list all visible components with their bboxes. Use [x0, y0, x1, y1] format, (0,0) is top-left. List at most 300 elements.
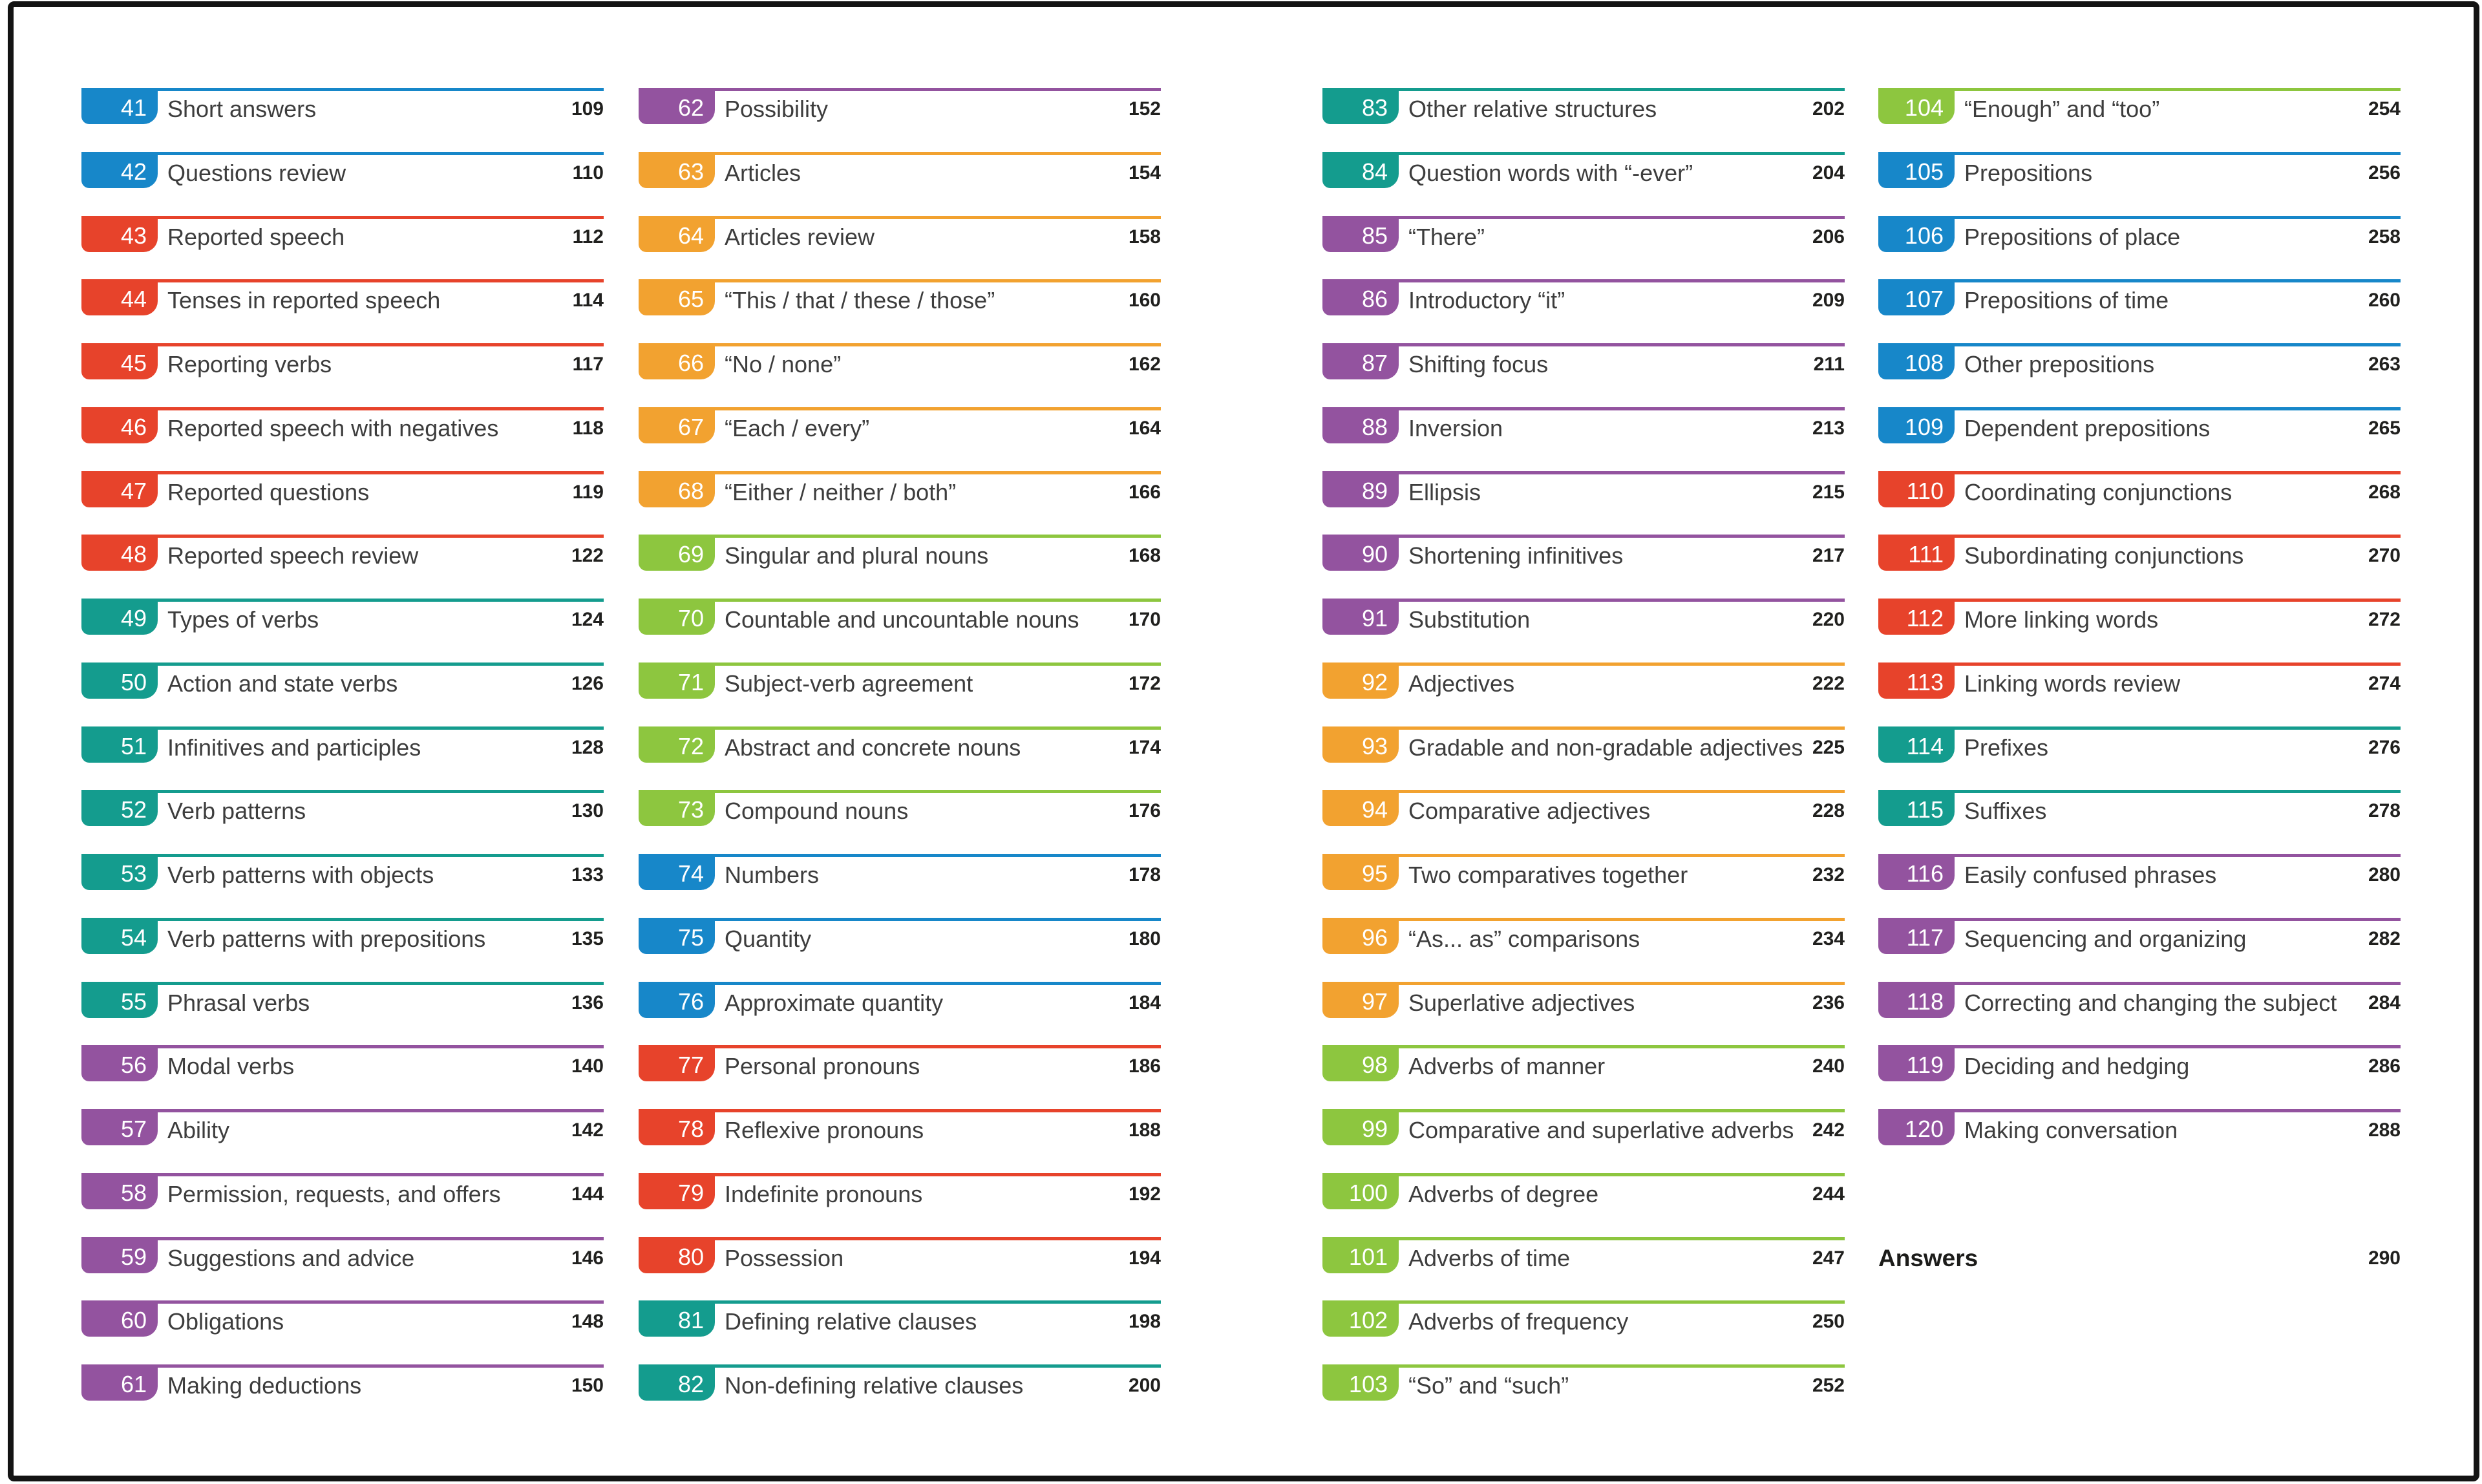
toc-entry [1322, 790, 1845, 854]
toc-entry [639, 982, 1161, 1046]
entry-title: Adverbs of frequency [1408, 1308, 1629, 1335]
entry-number-badge [1878, 407, 1955, 443]
entry-title: Making conversation [1964, 1117, 2178, 1143]
entry-page-number: 215 [1812, 481, 1845, 503]
toc-entry [639, 535, 1161, 599]
entry-page-number: 209 [1812, 290, 1845, 312]
answers-entry [1878, 1237, 2401, 1301]
entry-number-badge [1322, 216, 1399, 252]
toc-entry [1878, 982, 2401, 1046]
entry-title: Prepositions of place [1964, 223, 2181, 250]
toc-entry [1878, 152, 2401, 216]
toc-entry [81, 343, 604, 407]
entry-number: 89 [1361, 477, 1388, 504]
entry-title: Reported speech review [167, 542, 419, 569]
toc-entry [639, 152, 1161, 216]
entry-title: Coordinating conjunctions [1964, 478, 2233, 505]
entry-page-number: 162 [1128, 354, 1161, 375]
entry-page-number: 242 [1812, 1119, 1845, 1141]
toc-entry [639, 1364, 1161, 1428]
toc-entry [1322, 471, 1845, 535]
entry-number: 109 [1904, 413, 1944, 440]
entry-number-badge [1322, 726, 1399, 763]
entry-number-badge [639, 407, 715, 443]
entry-number: 80 [677, 1243, 704, 1270]
entry-title: Personal pronouns [725, 1053, 920, 1080]
toc-entry [1878, 88, 2401, 152]
entry-title: Adverbs of manner [1408, 1053, 1606, 1080]
toc-entry [1322, 662, 1845, 726]
entry-number: 55 [120, 988, 147, 1015]
answers-page-number: 290 [2368, 1247, 2401, 1269]
entry-page-number: 211 [1813, 354, 1845, 375]
toc-entry [1322, 918, 1845, 982]
entry-page-number: 200 [1128, 1375, 1161, 1396]
entry-color-rule [81, 599, 604, 602]
entry-number-badge [639, 279, 715, 315]
entry-number-badge [81, 790, 158, 826]
entry-number: 69 [677, 541, 704, 568]
entry-title: Verb patterns [167, 798, 306, 825]
entry-number: 104 [1904, 94, 1944, 121]
entry-number: 48 [120, 541, 147, 568]
entry-number: 98 [1361, 1052, 1388, 1079]
entry-title: Adverbs of degree [1408, 1180, 1599, 1207]
entry-color-rule [639, 918, 1161, 921]
entry-number: 97 [1361, 988, 1388, 1015]
entry-number: 92 [1361, 668, 1388, 695]
entry-page-number: 144 [571, 1183, 604, 1205]
entry-title: Possibility [725, 96, 829, 122]
entry-title: Questions review [167, 159, 346, 186]
entry-number: 116 [1906, 860, 1944, 887]
entry-title: “Either / neither / both” [725, 478, 957, 505]
entry-number: 83 [1361, 94, 1388, 121]
entry-page-number: 217 [1812, 545, 1845, 567]
toc-entry [1878, 216, 2401, 280]
entry-number: 58 [120, 1179, 147, 1206]
entry-title: Phrasal verbs [167, 989, 310, 1016]
entry-page-number: 256 [2368, 162, 2401, 184]
entry-number-badge [1322, 662, 1399, 699]
entry-page-number: 180 [1128, 928, 1161, 949]
entry-page-number: 240 [1812, 1055, 1845, 1077]
entry-number: 51 [120, 732, 147, 759]
entry-page-number: 112 [572, 226, 604, 248]
entry-page-number: 109 [571, 98, 604, 120]
entry-page-number: 166 [1128, 481, 1161, 503]
toc-entry [81, 1173, 604, 1237]
entry-number-badge [1878, 471, 1955, 507]
entry-number-badge [1322, 599, 1399, 635]
entry-page-number: 268 [2368, 481, 2401, 503]
entry-page-number: 188 [1128, 1119, 1161, 1141]
entry-number: 107 [1904, 286, 1944, 313]
entry-page-number: 142 [571, 1119, 604, 1141]
entry-number-badge [1878, 216, 1955, 252]
entry-number: 73 [677, 796, 704, 823]
entry-color-rule [1322, 662, 1845, 666]
entry-title: Introductory “it” [1408, 287, 1565, 314]
toc-entry [81, 88, 604, 152]
toc-entry [1878, 662, 2401, 726]
entry-number: 88 [1361, 413, 1388, 440]
entry-color-rule [1322, 1237, 1845, 1240]
toc-entry [1878, 1045, 2401, 1109]
entry-title: Prepositions [1964, 159, 2093, 186]
entry-title: “There” [1408, 223, 1485, 250]
entry-number-badge [1878, 152, 1955, 188]
entry-page-number: 122 [571, 545, 604, 567]
entry-color-rule [81, 1109, 604, 1112]
entry-number-badge [1878, 982, 1955, 1018]
entry-title: More linking words [1964, 606, 2159, 633]
entry-title: Dependent prepositions [1964, 414, 2211, 441]
entry-title: Reflexive pronouns [725, 1117, 924, 1143]
entry-number-badge [81, 343, 158, 379]
entry-number-badge [1878, 279, 1955, 315]
entry-number-badge [1322, 279, 1399, 315]
toc-entry [81, 1109, 604, 1173]
entry-title: Other prepositions [1964, 351, 2155, 377]
toc-entry [81, 982, 604, 1046]
toc-entry [1878, 407, 2401, 471]
entry-color-rule [1322, 279, 1845, 282]
entry-title: Comparative and superlative adverbs [1408, 1117, 1794, 1143]
entry-title: Substitution [1408, 606, 1531, 633]
toc-entry [1322, 152, 1845, 216]
entry-title: Verb patterns with objects [167, 862, 434, 888]
entry-page-number: 160 [1128, 290, 1161, 312]
toc-entry [639, 1300, 1161, 1364]
entry-number: 62 [677, 94, 704, 121]
toc-entry [81, 918, 604, 982]
entry-color-rule [81, 1045, 604, 1048]
entry-number-badge [1322, 88, 1399, 124]
entry-number-badge [639, 152, 715, 188]
entry-page-number: 124 [571, 609, 604, 630]
entry-page-number: 152 [1128, 98, 1161, 120]
entry-number-badge [81, 279, 158, 315]
toc-entry [639, 1109, 1161, 1173]
entry-title: Abstract and concrete nouns [725, 734, 1021, 761]
entry-number: 49 [120, 605, 147, 631]
toc-entry [81, 407, 604, 471]
entry-title: Numbers [725, 862, 820, 888]
entry-title: Reported speech [167, 223, 345, 250]
entry-title: Deciding and hedging [1964, 1053, 2190, 1080]
entry-title: Ellipsis [1408, 478, 1481, 505]
entry-page-number: 118 [572, 417, 604, 439]
entry-number: 119 [1906, 1052, 1944, 1079]
entry-number-badge [639, 343, 715, 379]
entry-number-badge [81, 1109, 158, 1145]
entry-number-badge [1878, 854, 1955, 890]
entry-title: Obligations [167, 1308, 284, 1335]
entry-number: 111 [1908, 541, 1944, 568]
entry-number: 70 [677, 605, 704, 631]
entry-page-number: 232 [1812, 864, 1845, 885]
entry-number: 112 [1906, 605, 1944, 631]
toc-entry [639, 726, 1161, 790]
entry-title: Reported speech with negatives [167, 414, 499, 441]
entry-color-rule [81, 88, 604, 91]
entry-number-badge [639, 726, 715, 763]
entry-number-badge [1878, 662, 1955, 699]
entry-title: Compound nouns [725, 798, 909, 825]
toc-entry [1878, 726, 2401, 790]
entry-number: 120 [1904, 1116, 1944, 1142]
entry-number: 57 [120, 1116, 147, 1142]
entry-number-badge [639, 535, 715, 571]
entry-title: Approximate quantity [725, 989, 944, 1016]
entry-number-badge [81, 216, 158, 252]
entry-number: 108 [1904, 350, 1944, 376]
entry-title: Countable and uncountable nouns [725, 606, 1079, 633]
entry-title: Articles review [725, 223, 875, 250]
toc-entry [1878, 790, 2401, 854]
entry-page-number: 254 [2368, 98, 2401, 120]
entry-number: 75 [677, 924, 704, 951]
entry-number-badge [81, 854, 158, 890]
entry-title: Prepositions of time [1964, 287, 2169, 314]
entry-title: “So” and “such” [1408, 1372, 1569, 1399]
entry-number: 100 [1348, 1179, 1388, 1206]
entry-page-number: 148 [571, 1311, 604, 1333]
entry-page-number: 286 [2368, 1055, 2401, 1077]
entry-page-number: 222 [1812, 672, 1845, 694]
entry-number-badge [81, 88, 158, 124]
entry-page-number: 276 [2368, 736, 2401, 758]
toc-entry [81, 790, 604, 854]
entry-number-badge [1878, 1109, 1955, 1145]
entry-title: “Enough” and “too” [1964, 96, 2160, 122]
entry-number: 118 [1906, 988, 1944, 1015]
entry-number-badge [1878, 726, 1955, 763]
entry-number-badge [1878, 343, 1955, 379]
entry-title: Suggestions and advice [167, 1244, 415, 1271]
toc-entry [639, 854, 1161, 918]
entry-number: 74 [677, 860, 704, 887]
toc-entry [1878, 535, 2401, 599]
entry-number: 84 [1361, 158, 1388, 185]
entry-number-badge [639, 599, 715, 635]
entry-title: Defining relative clauses [725, 1308, 977, 1335]
entry-page-number: 172 [1128, 672, 1161, 694]
entry-number: 52 [120, 796, 147, 823]
entry-page-number: 135 [571, 928, 604, 949]
entry-title: Prefixes [1964, 734, 2049, 761]
entry-number-badge [639, 216, 715, 252]
entry-number: 63 [677, 158, 704, 185]
entry-number-badge [639, 918, 715, 954]
entry-number: 50 [120, 668, 147, 695]
toc-column-3 [1322, 88, 1845, 1439]
entry-number: 90 [1361, 541, 1388, 568]
toc-entry [639, 1237, 1161, 1301]
entry-number: 72 [677, 732, 704, 759]
toc-entry [81, 279, 604, 343]
entry-number-badge [81, 471, 158, 507]
entry-number: 95 [1361, 860, 1388, 887]
entry-number-badge [81, 1173, 158, 1209]
entry-number-badge [81, 1364, 158, 1401]
entry-title: Shortening infinitives [1408, 542, 1624, 569]
entry-number: 114 [1906, 732, 1944, 759]
toc-entry [81, 1300, 604, 1364]
toc-entry [81, 152, 604, 216]
toc-column-4 [1878, 88, 2401, 1439]
toc-entry [1322, 1237, 1845, 1301]
entry-page-number: 288 [2368, 1119, 2401, 1141]
entry-number: 79 [677, 1179, 704, 1206]
toc-entry [639, 471, 1161, 535]
toc-entry [639, 918, 1161, 982]
entry-color-rule [81, 343, 604, 346]
toc-entry [1322, 343, 1845, 407]
entry-page-number: 119 [572, 481, 604, 503]
entry-number-badge [639, 854, 715, 890]
entry-color-rule [639, 88, 1161, 91]
entry-number: 41 [120, 94, 147, 121]
entry-number: 44 [120, 286, 147, 313]
entry-title: Ability [167, 1117, 230, 1143]
toc-entry [639, 1045, 1161, 1109]
answers-label: Answers [1878, 1244, 1978, 1271]
entry-title: Types of verbs [167, 606, 319, 633]
entry-title: Shifting focus [1408, 351, 1549, 377]
entry-page-number: 284 [2368, 991, 2401, 1013]
entry-number: 56 [120, 1052, 147, 1079]
entry-number-badge [1322, 790, 1399, 826]
entry-title: Two comparatives together [1408, 862, 1688, 888]
entry-number: 65 [677, 286, 704, 313]
entry-title: “This / that / these / those” [725, 287, 995, 314]
entry-title: Question words with “-ever” [1408, 159, 1693, 186]
entry-page-number: 252 [1812, 1375, 1845, 1396]
entry-page-number: 272 [2368, 609, 2401, 630]
entry-color-rule [1878, 790, 2401, 793]
toc-entry [1322, 216, 1845, 280]
entry-title: Short answers [167, 96, 317, 122]
entry-title: Sequencing and organizing [1964, 925, 2247, 952]
entry-number: 99 [1361, 1116, 1388, 1142]
entry-page-number: 274 [2368, 672, 2401, 694]
toc-entry [81, 854, 604, 918]
entry-page-number: 150 [571, 1375, 604, 1396]
entry-page-number: 260 [2368, 290, 2401, 312]
entry-page-number: 194 [1128, 1247, 1161, 1269]
entry-page-number: 198 [1128, 1311, 1161, 1333]
entry-number: 54 [120, 924, 147, 951]
entry-number-badge [1322, 471, 1399, 507]
entry-page-number: 128 [571, 736, 604, 758]
entry-color-rule [639, 854, 1161, 857]
entry-page-number: 244 [1812, 1183, 1845, 1205]
entry-number: 46 [120, 413, 147, 440]
entry-title: Singular and plural nouns [725, 542, 989, 569]
entry-number-badge [639, 471, 715, 507]
entry-number-badge [81, 1237, 158, 1273]
entry-color-rule [81, 1300, 604, 1304]
toc-entry [81, 535, 604, 599]
entry-number-badge [1878, 535, 1955, 571]
entry-number-badge [1878, 790, 1955, 826]
entry-number-badge [1878, 918, 1955, 954]
entry-title: Reported questions [167, 478, 370, 505]
entry-page-number: 270 [2368, 545, 2401, 567]
toc-entry [81, 471, 604, 535]
entry-page-number: 117 [572, 354, 604, 375]
entry-number: 42 [120, 158, 147, 185]
toc-entry [1878, 1109, 2401, 1173]
entry-number-badge [639, 1300, 715, 1337]
toc-entry [1878, 279, 2401, 343]
entry-title: “As... as” comparisons [1408, 925, 1640, 952]
entry-number: 43 [120, 222, 147, 249]
entry-title: Verb patterns with prepositions [167, 925, 486, 952]
entry-title: Comparative adjectives [1408, 798, 1651, 825]
entry-number: 77 [677, 1052, 704, 1079]
entry-title: Subordinating conjunctions [1964, 542, 2244, 569]
entry-title: Easily confused phrases [1964, 862, 2217, 888]
entry-number-badge [1322, 982, 1399, 1018]
toc-entry [639, 790, 1161, 854]
entry-page-number: 220 [1812, 609, 1845, 630]
entry-number: 81 [677, 1307, 704, 1334]
entry-title: Indefinite pronouns [725, 1180, 923, 1207]
toc-entry [1322, 599, 1845, 662]
entry-page-number: 168 [1128, 545, 1161, 567]
entry-number-badge [81, 1045, 158, 1081]
toc-entry [1878, 918, 2401, 982]
entry-number: 47 [120, 477, 147, 504]
entry-number-badge [1322, 343, 1399, 379]
entry-number: 45 [120, 350, 147, 376]
entry-color-rule [1878, 726, 2401, 730]
toc-entry [81, 216, 604, 280]
entry-page-number: 247 [1812, 1247, 1845, 1269]
entry-number: 67 [677, 413, 704, 440]
toc-entry [639, 599, 1161, 662]
entry-number-badge [639, 1173, 715, 1209]
entry-page-number: 184 [1128, 991, 1161, 1013]
entry-title: Adjectives [1408, 670, 1515, 697]
entry-number: 94 [1361, 796, 1388, 823]
toc-entry [1322, 535, 1845, 599]
entry-title: Correcting and changing the subject [1964, 989, 2337, 1016]
entry-title: Superlative adjectives [1408, 989, 1635, 1016]
toc-entry [1322, 407, 1845, 471]
entry-page-number: 140 [571, 1055, 604, 1077]
entry-title: Quantity [725, 925, 812, 952]
entry-number-badge [1322, 1237, 1399, 1273]
entry-number: 85 [1361, 222, 1388, 249]
toc-entry [81, 599, 604, 662]
entry-page-number: 204 [1812, 162, 1845, 184]
entry-number: 66 [677, 350, 704, 376]
toc-entry [1878, 471, 2401, 535]
entry-number: 86 [1361, 286, 1388, 313]
entry-number-badge [81, 982, 158, 1018]
entry-page-number: 282 [2368, 928, 2401, 949]
entry-page-number: 126 [571, 672, 604, 694]
entry-page-number: 206 [1812, 226, 1845, 248]
entry-title: Other relative structures [1408, 96, 1657, 122]
entry-color-rule [1878, 152, 2401, 155]
entry-title: Linking words review [1964, 670, 2181, 697]
entry-title: Articles [725, 159, 801, 186]
